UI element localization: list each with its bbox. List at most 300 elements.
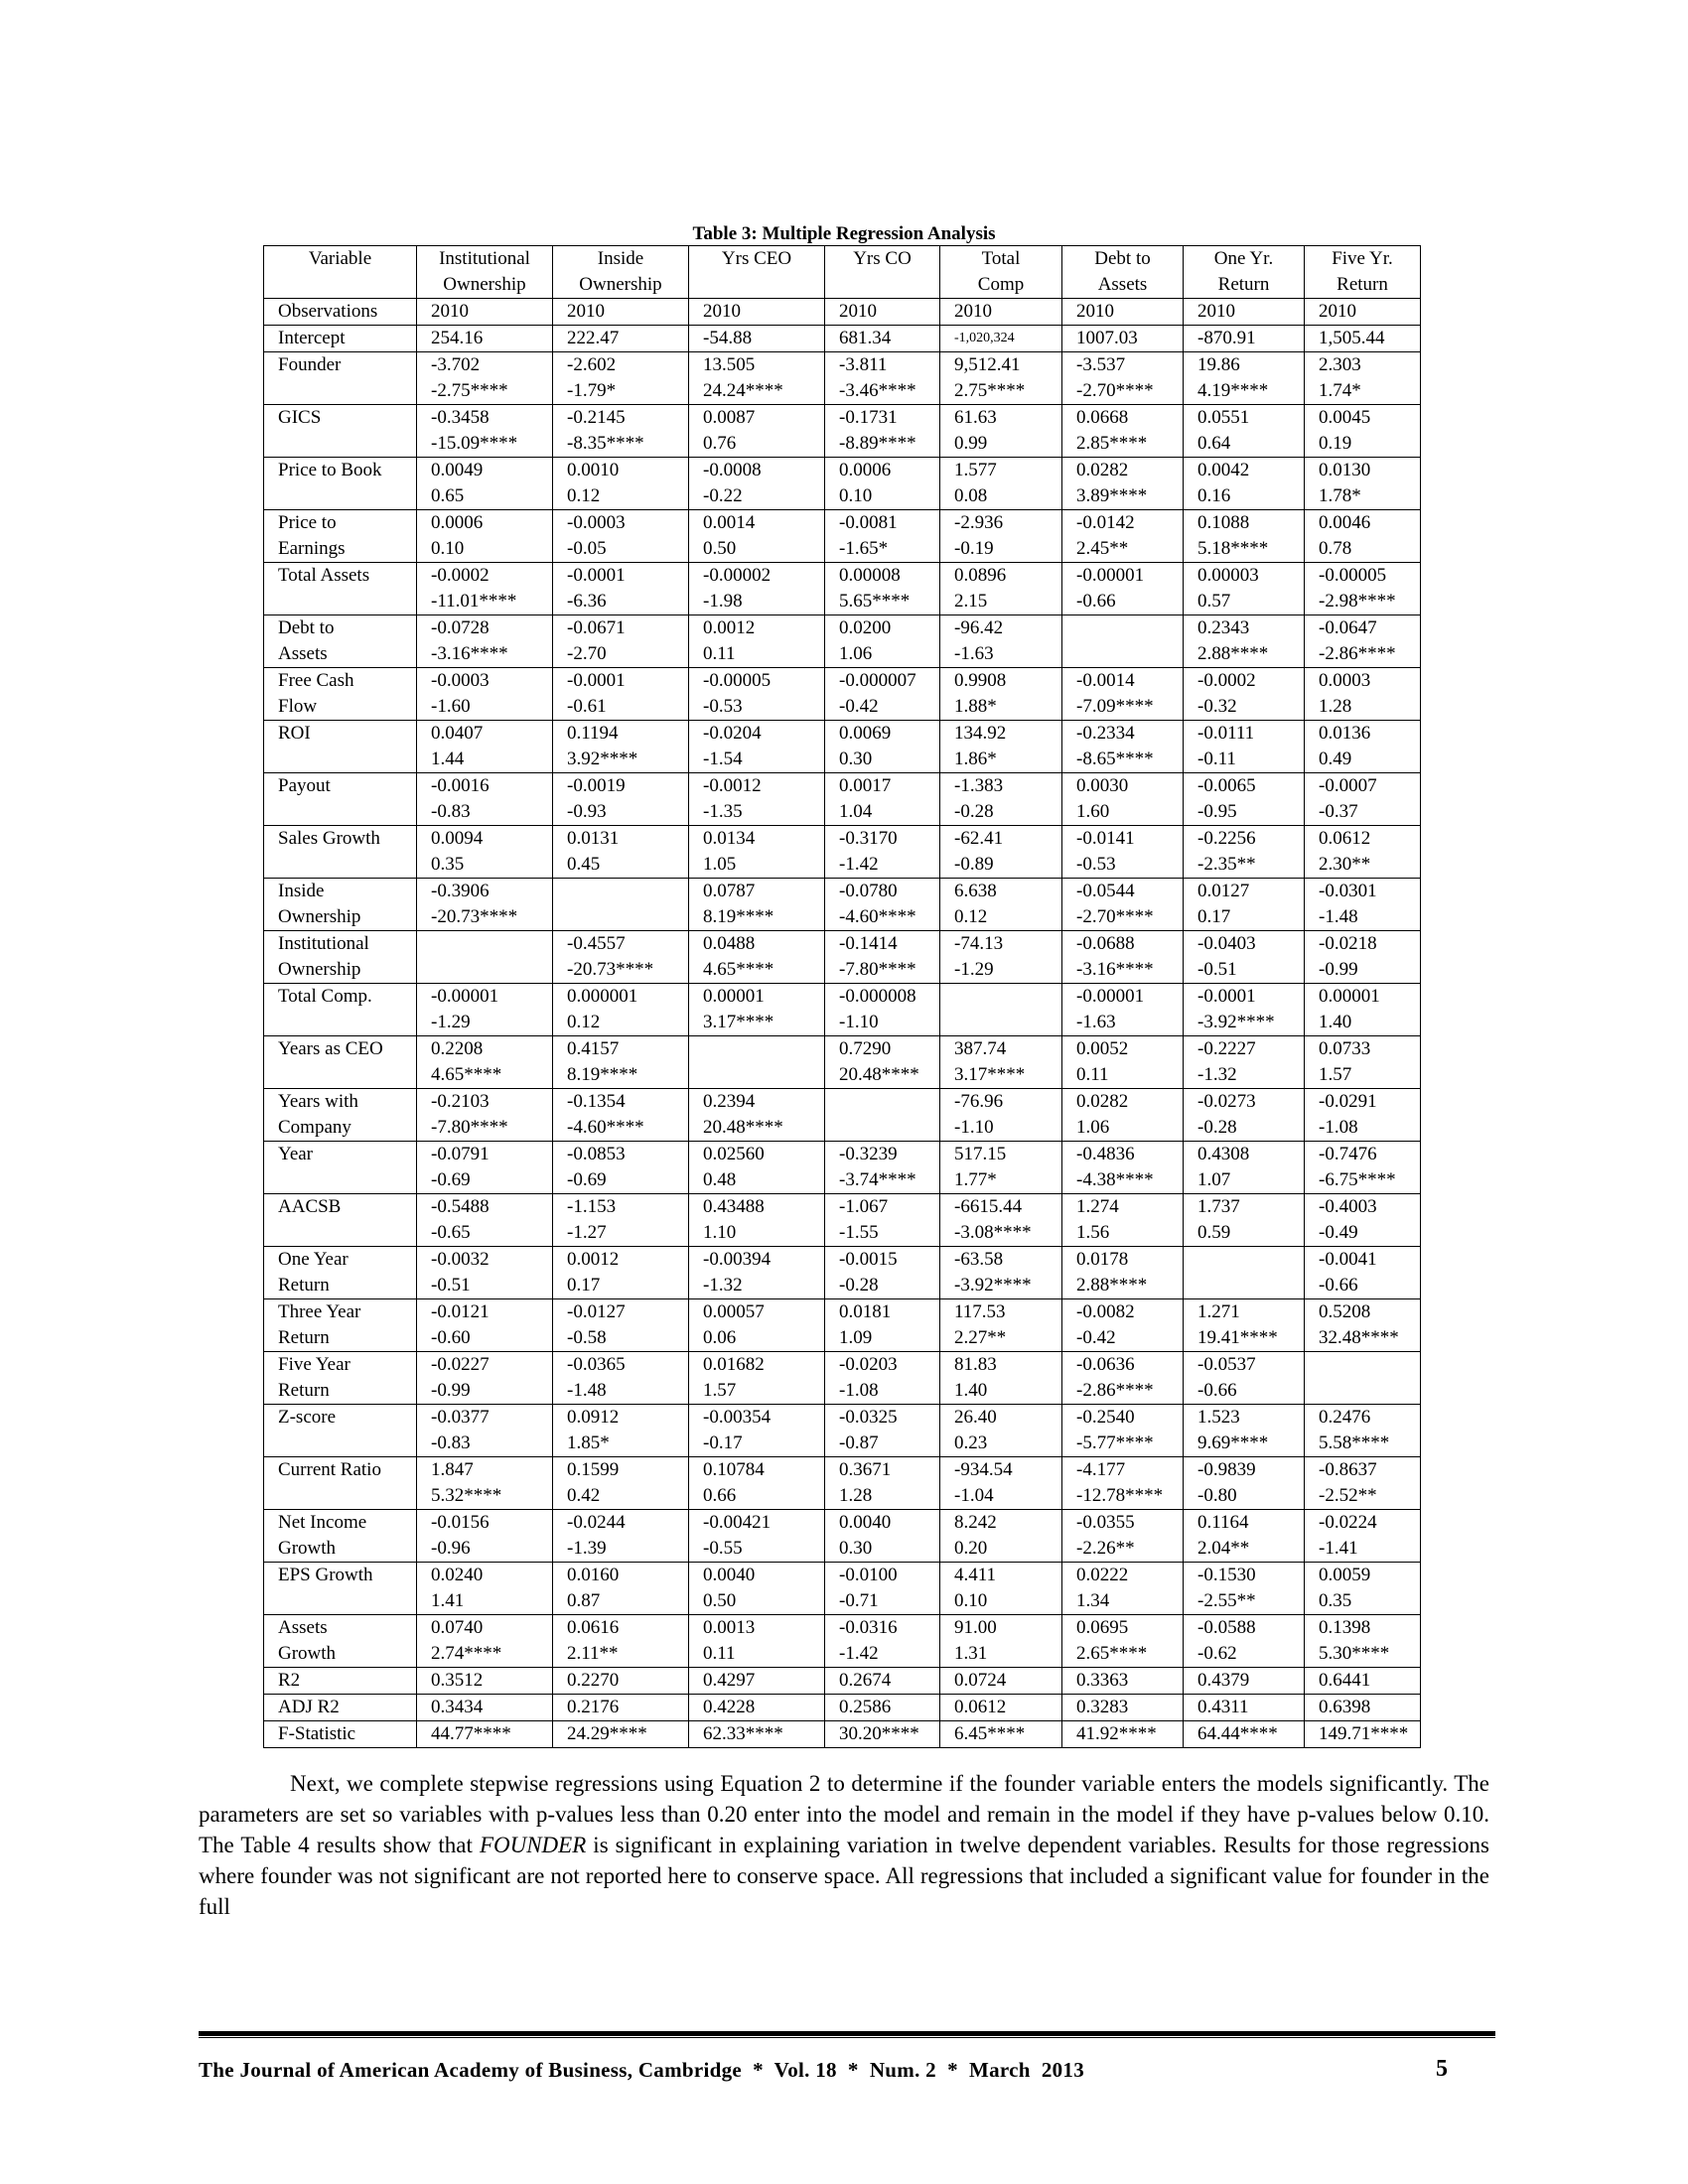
row-label — [264, 299, 417, 326]
coefficient-value: -0.0065 — [1197, 775, 1256, 796]
t-statistic-value: -2.52** — [1319, 1485, 1377, 1506]
table-cell — [1305, 879, 1421, 931]
table-row — [264, 1721, 1421, 1748]
coefficient-value: -0.000008 — [839, 986, 916, 1007]
coefficient-value: -0.0728 — [431, 617, 490, 638]
coefficient-value: 13.505 — [703, 354, 756, 375]
table-cell — [689, 1352, 825, 1405]
t-statistic-value: 1.40 — [1319, 1012, 1352, 1032]
coefficient-value: 0.5208 — [1319, 1301, 1371, 1322]
table-cell — [1305, 1036, 1421, 1089]
t-statistic-value: 1.06 — [839, 643, 873, 664]
table-cell — [1062, 721, 1184, 773]
table-cell — [825, 1695, 940, 1721]
t-statistic-value: -0.62 — [1197, 1643, 1237, 1664]
table-cell — [689, 615, 825, 668]
t-statistic-value: 3.17**** — [954, 1064, 1026, 1085]
t-statistic-value: -11.01**** — [431, 591, 517, 612]
table-cell — [940, 984, 1062, 1036]
row-label — [264, 1299, 417, 1352]
t-statistic-value: 24.24**** — [703, 380, 783, 401]
coefficient-value: 4.411 — [954, 1565, 997, 1585]
t-statistic-value: 0.08 — [954, 485, 988, 506]
coefficient-value: 0.0181 — [839, 1301, 892, 1322]
table-cell — [553, 1299, 689, 1352]
row-label-line: Return — [278, 1380, 330, 1401]
coefficient-value: 0.0668 — [1076, 407, 1129, 428]
t-statistic-value: -3.92**** — [954, 1275, 1032, 1296]
coefficient-value: 0.9908 — [954, 670, 1007, 691]
table-cell — [417, 1036, 553, 1089]
table-cell — [1305, 1352, 1421, 1405]
table-cell — [689, 1299, 825, 1352]
table-cell — [553, 1352, 689, 1405]
coefficient-value: 0.0046 — [1319, 512, 1371, 533]
table-cell — [1062, 1668, 1184, 1695]
table-row — [264, 1615, 1421, 1668]
table-cell — [1184, 563, 1305, 615]
table-cell — [940, 826, 1062, 879]
coefficient-value: 1.523 — [1197, 1407, 1240, 1428]
table-cell — [553, 984, 689, 1036]
paragraph-text-start: Next, we complete stepwise regressions using Equation 2 to determine if the founder variable enters the models significantly. The parameters are set so variables with p-values less than 0.20 enter into the model and remain in the model if they have p-values below 0.10. The Table 4 results show that — [199, 1771, 1489, 1857]
t-statistic-value: -0.51 — [431, 1275, 471, 1296]
column-header — [689, 246, 825, 299]
table-cell — [417, 1695, 553, 1721]
table-cell — [1305, 1457, 1421, 1510]
table-cell — [1062, 1142, 1184, 1194]
table-cell — [417, 563, 553, 615]
table-cell — [825, 1194, 940, 1247]
coefficient-value: -0.0003 — [431, 670, 490, 691]
table-cell — [1062, 1695, 1184, 1721]
t-statistic-value: -2.55** — [1197, 1590, 1256, 1611]
table-cell — [1305, 1142, 1421, 1194]
table-body — [264, 299, 1421, 1748]
column-header-line — [829, 272, 935, 298]
coefficient-value: 0.4297 — [703, 1670, 756, 1691]
table-cell — [689, 1563, 825, 1615]
t-statistic-value: 0.48 — [703, 1169, 737, 1190]
coefficient-value: 2010 — [954, 301, 992, 322]
t-statistic-value: 8.19**** — [703, 906, 774, 927]
table-cell — [417, 352, 553, 405]
table-cell — [1184, 1299, 1305, 1352]
table-row — [264, 326, 1421, 352]
coefficient-value: 0.2343 — [1197, 617, 1250, 638]
t-statistic-value: 1.78* — [1319, 485, 1361, 506]
table-cell — [553, 879, 689, 931]
coefficient-value: 0.0896 — [954, 565, 1007, 586]
table-cell — [940, 563, 1062, 615]
coefficient-value: 0.0282 — [1076, 460, 1129, 480]
coefficient-value: -0.0081 — [839, 512, 898, 533]
t-statistic-value: -1.60 — [431, 696, 471, 717]
coefficient-value: 0.0006 — [839, 460, 892, 480]
row-label — [264, 1721, 417, 1748]
t-statistic-value: 0.99 — [954, 433, 988, 454]
coefficient-value: -0.2145 — [567, 407, 626, 428]
table-cell — [1305, 773, 1421, 826]
coefficient-value: 0.0006 — [431, 512, 484, 533]
table-cell — [553, 1194, 689, 1247]
table-cell — [1184, 1194, 1305, 1247]
table-row — [264, 1510, 1421, 1563]
table-cell — [825, 563, 940, 615]
table-cell — [553, 1668, 689, 1695]
page-number: 5 — [1436, 2056, 1448, 2082]
table-cell — [553, 1405, 689, 1457]
row-label — [264, 1668, 417, 1695]
t-statistic-value: -0.28 — [954, 801, 994, 822]
table-cell — [1305, 1721, 1421, 1748]
coefficient-value: -96.42 — [954, 617, 1004, 638]
coefficient-value: -0.0082 — [1076, 1301, 1135, 1322]
table-cell — [553, 1457, 689, 1510]
table-cell — [1062, 1194, 1184, 1247]
row-label-line: F-Statistic — [278, 1723, 356, 1744]
column-header-line: Ownership — [579, 274, 662, 295]
coefficient-value: -0.3458 — [431, 407, 490, 428]
row-label-line: Payout — [278, 775, 331, 796]
table-cell — [825, 984, 940, 1036]
coefficient-value: -0.0355 — [1076, 1512, 1135, 1533]
table-cell — [1062, 1036, 1184, 1089]
coefficient-value: -0.0671 — [567, 617, 626, 638]
coefficient-value: 64.44**** — [1197, 1723, 1278, 1744]
t-statistic-value: -7.09**** — [1076, 696, 1154, 717]
coefficient-value: 0.6441 — [1319, 1670, 1371, 1691]
coefficient-value: 0.0017 — [839, 775, 892, 796]
table-row — [264, 1194, 1421, 1247]
table-cell — [417, 299, 553, 326]
t-statistic-value: -20.73**** — [567, 959, 654, 980]
coefficient-value: -2.602 — [567, 354, 617, 375]
table-cell — [825, 1142, 940, 1194]
coefficient-value: -0.0688 — [1076, 933, 1135, 954]
coefficient-value: -0.0537 — [1197, 1354, 1256, 1375]
table-row — [264, 299, 1421, 326]
t-statistic-value: -15.09**** — [431, 433, 518, 454]
row-label — [264, 1089, 417, 1142]
coefficient-value: -0.0218 — [1319, 933, 1377, 954]
table-cell — [825, 1615, 940, 1668]
column-header-line — [268, 272, 412, 298]
coefficient-value: 1007.03 — [1076, 328, 1138, 348]
row-label-line: Intercept — [278, 328, 346, 348]
t-statistic-value: 0.12 — [954, 906, 988, 927]
coefficient-value: 0.0616 — [567, 1617, 620, 1638]
table-cell — [553, 1247, 689, 1299]
row-label-line: Free Cash — [278, 670, 354, 691]
table-row — [264, 615, 1421, 668]
table-cell — [553, 563, 689, 615]
table-cell — [1184, 1615, 1305, 1668]
table-cell — [553, 299, 689, 326]
coefficient-value: 1.274 — [1076, 1196, 1119, 1217]
t-statistic-value: 0.30 — [839, 1538, 873, 1559]
t-statistic-value: -1.63 — [954, 643, 994, 664]
coefficient-value: -0.0002 — [431, 565, 490, 586]
t-statistic-value: -1.42 — [839, 854, 879, 875]
coefficient-value: -0.3170 — [839, 828, 898, 849]
table-cell — [1184, 1457, 1305, 1510]
table-cell — [940, 1352, 1062, 1405]
table-cell — [689, 1457, 825, 1510]
t-statistic-value: 1.40 — [954, 1380, 988, 1401]
table-cell — [940, 1405, 1062, 1457]
coefficient-value: -0.1731 — [839, 407, 898, 428]
row-label-line: Institutional — [278, 933, 369, 954]
table-cell — [940, 931, 1062, 984]
t-statistic-value: 1.88* — [954, 696, 997, 717]
coefficient-value: -0.0016 — [431, 775, 490, 796]
table-cell — [1062, 984, 1184, 1036]
table-row — [264, 405, 1421, 458]
table-cell — [553, 615, 689, 668]
table-cell — [1184, 773, 1305, 826]
table-cell — [1062, 1089, 1184, 1142]
column-header — [417, 246, 553, 299]
table-cell — [825, 299, 940, 326]
coefficient-value: 0.0012 — [567, 1249, 620, 1270]
coefficient-value: -0.00005 — [703, 670, 772, 691]
row-label — [264, 1510, 417, 1563]
coefficient-value: -0.00001 — [1076, 565, 1145, 586]
table-cell — [940, 1721, 1062, 1748]
table-row — [264, 984, 1421, 1036]
coefficient-value: -0.0001 — [1197, 986, 1256, 1007]
t-statistic-value: 1.31 — [954, 1643, 988, 1664]
coefficient-value: -0.5488 — [431, 1196, 490, 1217]
coefficient-value: 8.242 — [954, 1512, 997, 1533]
row-label — [264, 326, 417, 352]
header-row — [264, 246, 1421, 299]
coefficient-value: 0.0407 — [431, 723, 484, 744]
t-statistic-value: -1.39 — [567, 1538, 607, 1559]
coefficient-value: 0.0282 — [1076, 1091, 1129, 1112]
table-cell — [553, 1510, 689, 1563]
t-statistic-value: -0.96 — [431, 1538, 471, 1559]
t-statistic-value: 1.86* — [954, 749, 997, 769]
table-cell — [417, 1194, 553, 1247]
table-cell — [1184, 721, 1305, 773]
t-statistic-value: -0.71 — [839, 1590, 879, 1611]
table-cell — [689, 563, 825, 615]
t-statistic-value: 0.35 — [1319, 1590, 1352, 1611]
coefficient-value: -0.9839 — [1197, 1459, 1256, 1480]
coefficient-value: 19.86 — [1197, 354, 1240, 375]
table-cell — [1184, 326, 1305, 352]
coefficient-value: 0.2208 — [431, 1038, 484, 1059]
row-label-line: Return — [278, 1327, 330, 1348]
table-cell — [1305, 326, 1421, 352]
coefficient-value: 0.0010 — [567, 460, 620, 480]
t-statistic-value: -0.42 — [839, 696, 879, 717]
table-cell — [825, 826, 940, 879]
coefficient-value: 0.0612 — [1319, 828, 1371, 849]
table-cell — [1184, 1405, 1305, 1457]
table-cell — [689, 879, 825, 931]
table-cell — [940, 1089, 1062, 1142]
t-statistic-value: -0.87 — [839, 1433, 879, 1453]
column-header-line: One Yr. — [1213, 248, 1274, 269]
coefficient-value: -1,020,324 — [954, 331, 1015, 345]
table-row — [264, 721, 1421, 773]
row-label-line: Assets — [278, 643, 328, 664]
t-statistic-value: 0.11 — [703, 643, 736, 664]
t-statistic-value: -0.66 — [1197, 1380, 1237, 1401]
coefficient-value: -934.54 — [954, 1459, 1013, 1480]
coefficient-value: -0.0014 — [1076, 670, 1135, 691]
coefficient-value: -0.00421 — [703, 1512, 772, 1533]
table-cell — [1184, 352, 1305, 405]
table-cell — [1305, 1299, 1421, 1352]
row-label-line: GICS — [278, 407, 322, 428]
row-label-line: Five Year — [278, 1354, 351, 1375]
t-statistic-value: 2.74**** — [431, 1643, 502, 1664]
t-statistic-value: -20.73**** — [431, 906, 518, 927]
t-statistic-value: 2.45** — [1076, 538, 1129, 559]
t-statistic-value: 0.06 — [703, 1327, 737, 1348]
row-label-line: Price to — [278, 512, 337, 533]
t-statistic-value: -0.32 — [1197, 696, 1237, 717]
t-statistic-value: 2.15 — [954, 591, 988, 612]
t-statistic-value: 2.30** — [1319, 854, 1371, 875]
table-cell — [1062, 1563, 1184, 1615]
table-cell — [417, 721, 553, 773]
row-label — [264, 1194, 417, 1247]
table-cell — [1184, 1668, 1305, 1695]
coefficient-value: -0.0588 — [1197, 1617, 1256, 1638]
table-cell — [553, 458, 689, 510]
coefficient-value: 0.0052 — [1076, 1038, 1129, 1059]
coefficient-value: 0.0612 — [954, 1697, 1007, 1717]
table-cell — [1062, 931, 1184, 984]
table-row — [264, 1457, 1421, 1510]
table-cell — [417, 1668, 553, 1695]
t-statistic-value: 0.87 — [567, 1590, 601, 1611]
t-statistic-value: -1.32 — [703, 1275, 743, 1296]
t-statistic-value: -2.70 — [567, 643, 607, 664]
row-label-line: R2 — [278, 1670, 301, 1691]
table-cell — [825, 879, 940, 931]
table-cell — [689, 352, 825, 405]
table-cell — [553, 1721, 689, 1748]
t-statistic-value: -0.93 — [567, 801, 607, 822]
t-statistic-value: 5.58**** — [1319, 1433, 1390, 1453]
row-label — [264, 458, 417, 510]
t-statistic-value: -0.69 — [431, 1169, 471, 1190]
row-label — [264, 826, 417, 879]
coefficient-value: -0.0012 — [703, 775, 762, 796]
table-cell — [1184, 1247, 1305, 1299]
column-header-line: Debt to — [1094, 248, 1151, 269]
table-cell — [1062, 879, 1184, 931]
column-header — [1184, 246, 1305, 299]
table-cell — [940, 1142, 1062, 1194]
t-statistic-value: -1.29 — [954, 959, 994, 980]
table-row — [264, 1668, 1421, 1695]
coefficient-value: 0.10784 — [703, 1459, 765, 1480]
row-label-line: Sales Growth — [278, 828, 380, 849]
coefficient-value: 0.0127 — [1197, 881, 1250, 901]
coefficient-value: -62.41 — [954, 828, 1004, 849]
t-statistic-value: -0.17 — [703, 1433, 743, 1453]
coefficient-value: -0.2227 — [1197, 1038, 1256, 1059]
footer-journal-citation: The Journal of American Academy of Business, Cambridge * Vol. 18 * Num. 2 * March 2013 — [199, 2058, 1085, 2082]
table-cell — [940, 299, 1062, 326]
table-cell — [940, 1615, 1062, 1668]
t-statistic-value: 1.10 — [703, 1222, 737, 1243]
row-label — [264, 1405, 417, 1457]
table-cell — [1062, 510, 1184, 563]
t-statistic-value: 20.48**** — [839, 1064, 919, 1085]
coefficient-value: 24.29**** — [567, 1723, 647, 1744]
t-statistic-value: 5.30**** — [1319, 1643, 1390, 1664]
table-row — [264, 352, 1421, 405]
table-cell — [1062, 1405, 1184, 1457]
t-statistic-value: 4.65**** — [703, 959, 774, 980]
t-statistic-value: 0.50 — [703, 538, 737, 559]
t-statistic-value: -2.70**** — [1076, 380, 1154, 401]
coefficient-value: 517.15 — [954, 1144, 1007, 1164]
table-cell — [553, 1089, 689, 1142]
table-cell — [1305, 1247, 1421, 1299]
table-cell — [1062, 826, 1184, 879]
coefficient-value: -0.0365 — [567, 1354, 626, 1375]
coefficient-value: -54.88 — [703, 328, 753, 348]
t-statistic-value: 2.27** — [954, 1327, 1007, 1348]
coefficient-value: -0.0001 — [567, 670, 626, 691]
row-label-line: Assets — [278, 1617, 328, 1638]
t-statistic-value: -1.41 — [1319, 1538, 1358, 1559]
table-cell — [1305, 1695, 1421, 1721]
table-cell — [417, 1563, 553, 1615]
row-label-line: Observations — [278, 301, 378, 322]
table-cell — [689, 1721, 825, 1748]
table-cell — [825, 1668, 940, 1695]
coefficient-value: 0.4308 — [1197, 1144, 1250, 1164]
table-cell — [1305, 1668, 1421, 1695]
t-statistic-value: 0.30 — [839, 749, 873, 769]
t-statistic-value: -0.51 — [1197, 959, 1237, 980]
row-label — [264, 510, 417, 563]
coefficient-value: 0.0200 — [839, 617, 892, 638]
coefficient-value: -0.0203 — [839, 1354, 898, 1375]
coefficient-value: -0.0544 — [1076, 881, 1135, 901]
table-cell — [825, 773, 940, 826]
coefficient-value: -0.1354 — [567, 1091, 626, 1112]
row-label-line: Net Income — [278, 1512, 367, 1533]
coefficient-value: 0.3512 — [431, 1670, 484, 1691]
coefficient-value: 0.2394 — [703, 1091, 756, 1112]
table-cell — [689, 458, 825, 510]
table-cell — [1184, 1142, 1305, 1194]
table-cell — [940, 1247, 1062, 1299]
t-statistic-value: 2.88**** — [1197, 643, 1269, 664]
coefficient-value: 2.303 — [1319, 354, 1361, 375]
row-label — [264, 352, 417, 405]
t-statistic-value: 5.32**** — [431, 1485, 502, 1506]
row-label-line: ADJ R2 — [278, 1697, 340, 1717]
table-cell — [553, 773, 689, 826]
table-cell — [689, 1036, 825, 1089]
t-statistic-value: 1.28 — [839, 1485, 873, 1506]
t-statistic-value: -0.65 — [431, 1222, 471, 1243]
table-cell — [689, 1405, 825, 1457]
table-cell — [825, 1457, 940, 1510]
